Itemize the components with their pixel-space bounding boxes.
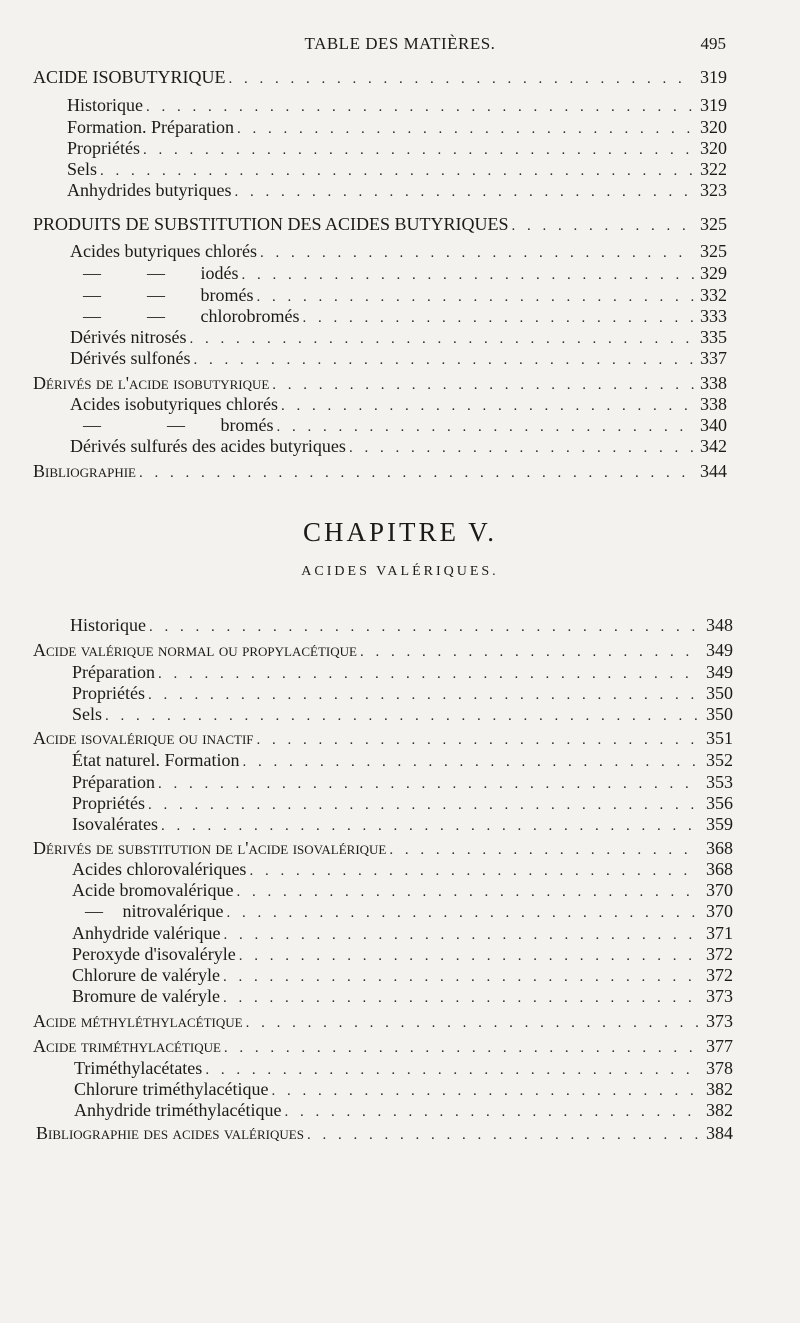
entry-page: 344 <box>700 461 727 481</box>
chapter-subtitle: ACIDES VALÉRIQUES. <box>301 564 499 579</box>
entry-label: Triméthylacétates <box>74 1058 203 1078</box>
entry-page: 370 <box>706 880 733 900</box>
entry-label: Dérivés sulfurés des acides butyriques <box>70 436 346 456</box>
entry-page: 323 <box>700 180 727 200</box>
entry-page: 340 <box>700 415 727 435</box>
toc-entry <box>72 771 733 793</box>
entry-label-text: nitrovalérique <box>122 901 224 921</box>
entry-page: 322 <box>700 159 727 179</box>
entry-label <box>70 414 274 436</box>
entry-label: Acide valérique normal ou propylacétique <box>33 640 357 660</box>
toc-entry <box>74 1099 733 1121</box>
dot-leader <box>149 616 700 638</box>
dot-leader <box>223 987 700 1009</box>
entry-page: 373 <box>706 1011 733 1031</box>
toc-entry <box>72 964 733 986</box>
toc-entry <box>33 372 727 394</box>
entry-label: Propriétés <box>72 793 145 813</box>
entry-page: 319 <box>700 95 727 115</box>
dot-leader <box>260 242 694 264</box>
dot-leader <box>105 705 700 727</box>
entry-label: Préparation <box>72 772 155 792</box>
entry-page: 325 <box>700 241 727 261</box>
toc-entry <box>67 179 727 201</box>
ditto-mark: — <box>147 263 165 283</box>
toc-entry <box>72 703 733 725</box>
entry-label: Chlorure triméthylacétique <box>74 1079 269 1099</box>
entry-page: 372 <box>706 965 733 985</box>
entry-label: Anhydride valérique <box>72 923 221 943</box>
dot-leader <box>512 215 694 237</box>
entry-page: 320 <box>700 117 727 137</box>
entry-page: 359 <box>706 814 733 834</box>
dot-leader <box>242 751 700 773</box>
entry-label: Chlorure de valéryle <box>72 965 220 985</box>
entry-label: Acide triméthylacétique <box>33 1036 221 1056</box>
toc-entry <box>33 460 727 482</box>
entry-page: 372 <box>706 944 733 964</box>
toc-entry <box>72 792 733 814</box>
ditto-mark: — <box>147 285 165 305</box>
entry-page: 348 <box>706 615 733 635</box>
entry-page: 382 <box>706 1100 733 1120</box>
entry-label: Historique <box>67 95 143 115</box>
toc-entry <box>33 837 733 859</box>
running-header <box>0 34 800 56</box>
toc-entry <box>70 262 727 284</box>
toc-entry <box>72 922 733 944</box>
dot-leader <box>226 902 700 924</box>
entry-page: 319 <box>700 67 727 87</box>
entry-page: 349 <box>706 640 733 660</box>
toc-entry <box>70 414 727 436</box>
toc-entry <box>70 305 727 327</box>
entry-page: 368 <box>706 838 733 858</box>
entry-label: Dérivés de substitution de l'acide isovalérique <box>33 838 387 858</box>
toc-entry <box>72 985 733 1007</box>
header-title: TABLE DES MATIÈRES. <box>304 34 496 53</box>
entry-label: Dérivés nitrosés <box>70 327 187 347</box>
toc-entry <box>70 240 727 262</box>
entry-label: Préparation <box>72 662 155 682</box>
toc-entry <box>72 879 733 901</box>
toc-entry <box>72 900 733 922</box>
toc-entry <box>33 727 733 749</box>
entry-label-text: bromés <box>200 285 254 305</box>
dot-leader <box>146 96 694 118</box>
dot-leader <box>360 641 700 663</box>
entry-label <box>70 284 254 306</box>
entry-page: 368 <box>706 859 733 879</box>
entry-page: 335 <box>700 327 727 347</box>
toc-entry <box>67 94 727 116</box>
toc-entry <box>74 1057 733 1079</box>
dot-leader <box>161 815 700 837</box>
dot-leader <box>139 462 694 484</box>
ditto-mark: — <box>85 901 103 921</box>
entry-page: 342 <box>700 436 727 456</box>
toc-entry <box>33 1010 733 1032</box>
entry-page: 377 <box>706 1036 733 1056</box>
entry-label: Acides butyriques chlorés <box>70 241 257 261</box>
entry-page: 353 <box>706 772 733 792</box>
entry-page: 350 <box>706 704 733 724</box>
toc-entry <box>74 1078 733 1100</box>
entry-page: 378 <box>706 1058 733 1078</box>
entry-label-text: iodés <box>200 263 239 283</box>
entry-label: Bromure de valéryle <box>72 986 220 1006</box>
dot-leader <box>257 729 700 751</box>
toc-entry <box>72 858 733 880</box>
ditto-mark: — <box>83 306 101 326</box>
entry-label-text: chlorobromés <box>200 306 300 326</box>
entry-label <box>70 305 299 327</box>
toc-entry <box>70 284 727 306</box>
entry-page: 352 <box>706 750 733 770</box>
entry-label: Anhydrides butyriques <box>67 180 232 200</box>
entry-label: Acides chlorovalériques <box>72 859 247 879</box>
dot-leader <box>234 181 694 203</box>
entry-label <box>72 900 223 922</box>
entry-label: Bibliographie <box>33 461 136 481</box>
entry-page: 351 <box>706 728 733 748</box>
dot-leader <box>224 1037 700 1059</box>
entry-label: Dérivés sulfonés <box>70 348 191 368</box>
ditto-mark: — <box>167 415 185 435</box>
entry-label: Acide méthyléthylacétique <box>33 1011 243 1031</box>
toc-entry <box>70 326 727 348</box>
toc-entry <box>70 614 733 636</box>
entry-page: 338 <box>700 373 727 393</box>
entry-page: 356 <box>706 793 733 813</box>
toc-entry <box>72 943 733 965</box>
entry-label: PRODUITS DE SUBSTITUTION DES ACIDES BUTYRIQUES <box>33 214 509 234</box>
entry-label: Anhydride triméthylacétique <box>74 1100 282 1120</box>
dot-leader <box>246 1012 700 1034</box>
toc-entry <box>36 1122 733 1144</box>
entry-label: Acides isobutyriques chlorés <box>70 394 278 414</box>
entry-label: Sels <box>72 704 103 724</box>
entry-page: 337 <box>700 348 727 368</box>
toc-entry <box>72 749 733 771</box>
toc-entry <box>67 158 727 180</box>
entry-page: 370 <box>706 901 733 921</box>
entry-label: Peroxyde d'isovaléryle <box>72 944 236 964</box>
entry-page: 373 <box>706 986 733 1006</box>
entry-label <box>70 262 239 284</box>
entry-page: 332 <box>700 285 727 305</box>
toc-entry <box>67 137 727 159</box>
entry-page: 333 <box>700 306 727 326</box>
entry-page: 350 <box>706 683 733 703</box>
entry-page: 349 <box>706 662 733 682</box>
entry-label: Isovalérates <box>72 814 158 834</box>
ditto-mark: — <box>83 415 101 435</box>
entry-label: Acide isovalérique ou inactif <box>33 728 254 748</box>
toc-entry <box>70 347 727 369</box>
toc-entry <box>33 66 727 88</box>
toc-entry <box>72 813 733 835</box>
entry-label-text: bromés <box>220 415 274 435</box>
chapter-title: CHAPITRE V. <box>302 517 498 547</box>
entry-label: Propriétés <box>72 683 145 703</box>
ditto-mark: — <box>147 306 165 326</box>
entry-label: Bibliographie des acides valériques <box>36 1123 304 1143</box>
entry-label: Propriétés <box>67 138 140 158</box>
dot-leader <box>284 1101 700 1123</box>
entry-page: 325 <box>700 214 727 234</box>
toc-entry <box>72 661 733 683</box>
header-page-number: 495 <box>700 34 726 53</box>
toc-entry <box>33 1035 733 1057</box>
dot-leader <box>307 1124 700 1146</box>
entry-page: 329 <box>700 263 727 283</box>
toc-entry <box>33 213 727 235</box>
toc-entry <box>33 639 733 661</box>
toc-entry <box>70 393 727 415</box>
dot-leader <box>193 349 694 371</box>
entry-label: Dérivés de l'acide isobutyrique <box>33 373 270 393</box>
toc-entry <box>70 435 727 457</box>
entry-page: 384 <box>706 1123 733 1143</box>
toc-entry <box>72 682 733 704</box>
entry-page: 371 <box>706 923 733 943</box>
entry-label: Formation. Préparation <box>67 117 234 137</box>
dot-leader <box>242 264 695 286</box>
ditto-mark: — <box>83 263 101 283</box>
toc-entry <box>67 116 727 138</box>
entry-label: ACIDE ISOBUTYRIQUE <box>33 67 226 87</box>
entry-label: Historique <box>70 615 146 635</box>
entry-page: 382 <box>706 1079 733 1099</box>
entry-label: État naturel. Formation <box>72 750 240 770</box>
ditto-mark: — <box>83 285 101 305</box>
entry-page: 320 <box>700 138 727 158</box>
entry-label: Sels <box>67 159 98 179</box>
entry-page: 338 <box>700 394 727 414</box>
dot-leader <box>229 68 695 90</box>
dot-leader <box>349 437 694 459</box>
entry-label: Acide bromovalérique <box>72 880 234 900</box>
